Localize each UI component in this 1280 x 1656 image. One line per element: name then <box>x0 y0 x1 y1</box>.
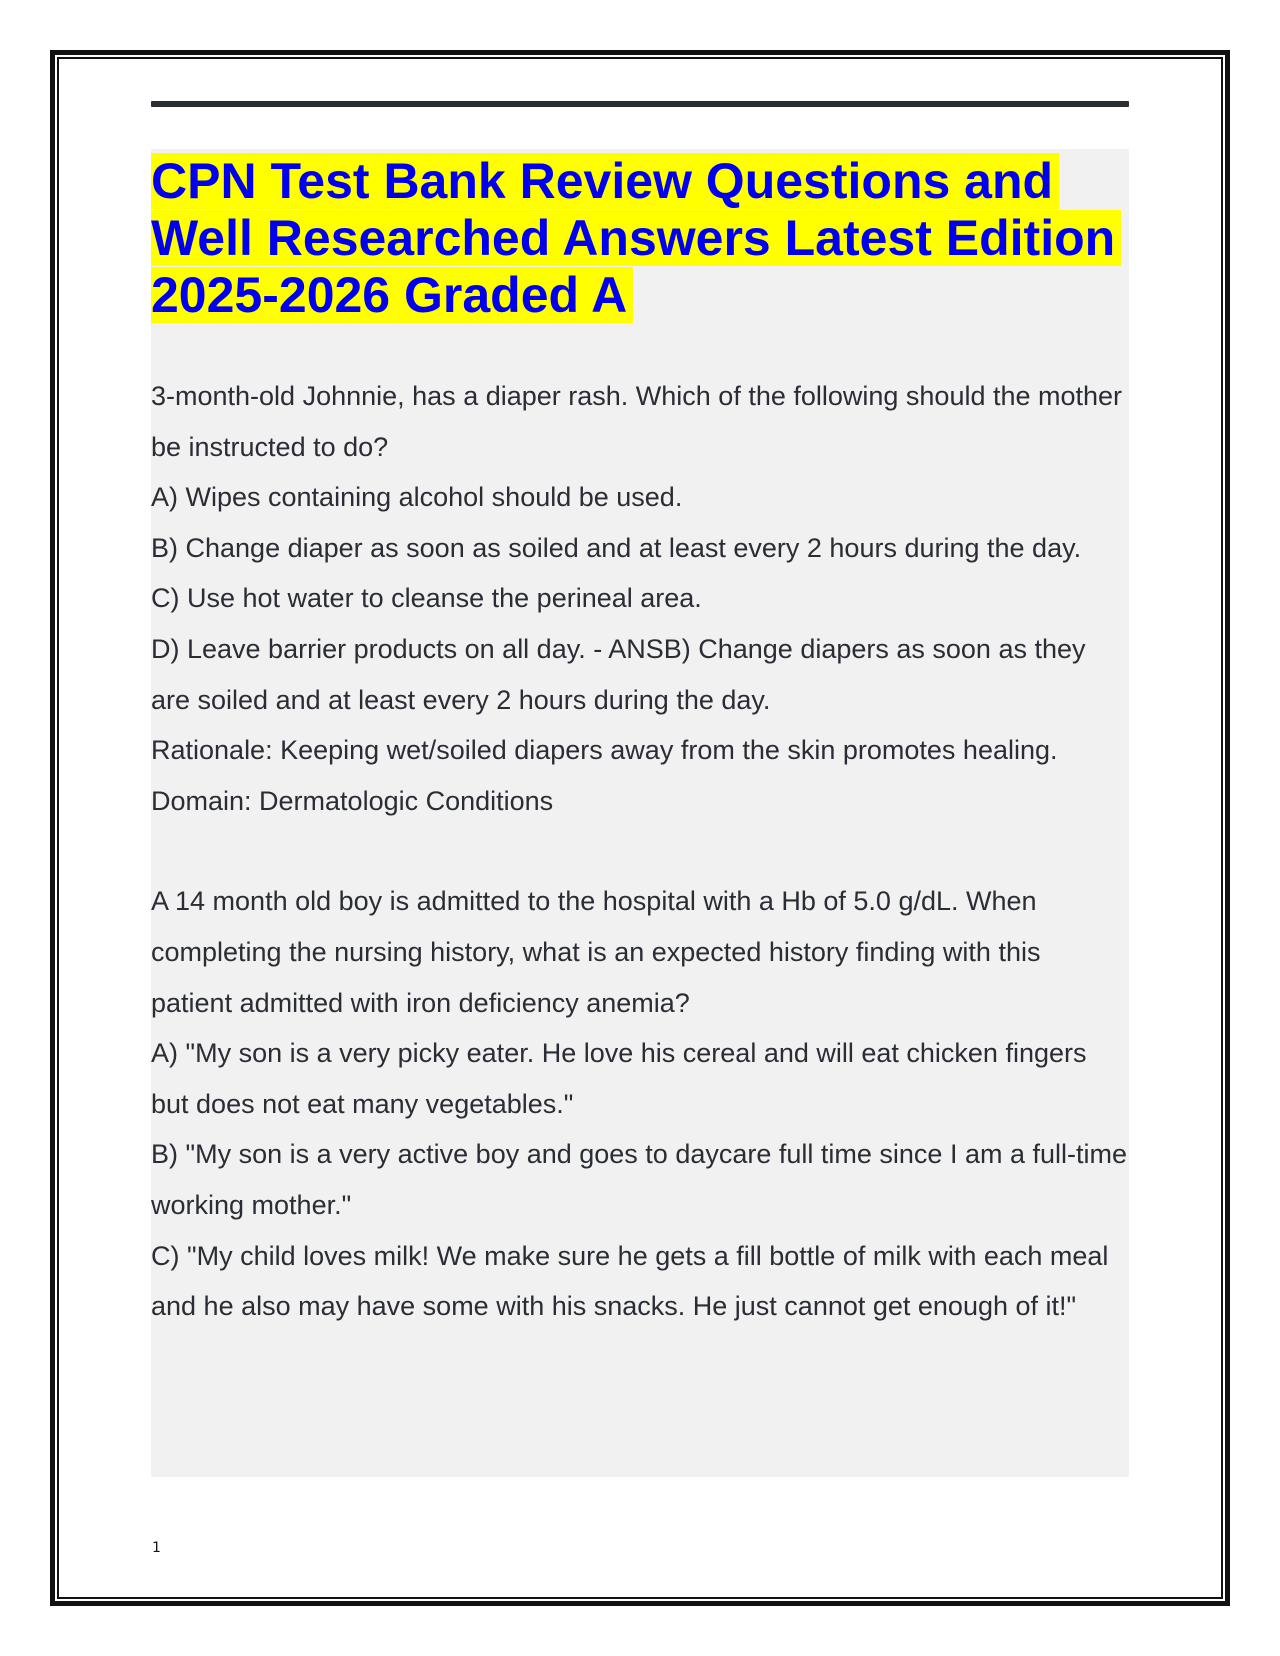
document-title <box>151 149 1129 324</box>
question-1 <box>151 371 1129 826</box>
question-1-option-d-answer: D) Leave barrier products on all day. - ANSB) Change diapers as soon as they are soiled and at least every 2 hours during the day. <box>151 633 1086 715</box>
question-1-stem: 3-month-old Johnnie, has a diaper rash. Which of the following should the mother be instructed to do? <box>151 381 1123 462</box>
question-1-domain: Domain: Dermatologic Conditions <box>151 785 554 816</box>
question-2-option-b: B) "My son is a very active boy and goes to daycare full time since I am a full-time working mother." <box>151 1139 1127 1220</box>
question-2-option-a: A) "My son is a very picky eater. He love his cereal and will eat chicken fingers but does not eat many vegetables." <box>151 1038 1087 1119</box>
page-number: 1 <box>152 1540 161 1556</box>
question-2-stem: A 14 month old boy is admitted to the hospital with a Hb of 5.0 g/dL. When completing the nursing history, what is an expected history finding with this patient admitted with iron deficiency anemia? <box>151 886 1041 1018</box>
question-1-option-b: B) Change diaper as soon as soiled and at least every 2 hours during the day. <box>151 532 1082 563</box>
question-1-option-c: C) Use hot water to cleanse the perineal area. <box>151 583 702 614</box>
document-body <box>151 149 1129 1332</box>
question-1-option-a: A) Wipes containing alcohol should be used. <box>151 482 683 513</box>
question-2 <box>151 876 1129 1331</box>
title-highlight: CPN Test Bank Review Questions and Well Researched Answers Latest Edition 2025-2026 Graded A <box>151 153 1121 323</box>
question-1-rationale: Rationale: Keeping wet/soiled diapers away from the skin promotes healing. <box>151 735 1058 766</box>
question-2-option-c: C) "My child loves milk! We make sure he gets a fill bottle of milk with each meal and he also may have some with his snacks. He just cannot get enough of it!" <box>151 1240 1109 1322</box>
header-rule <box>151 101 1129 107</box>
